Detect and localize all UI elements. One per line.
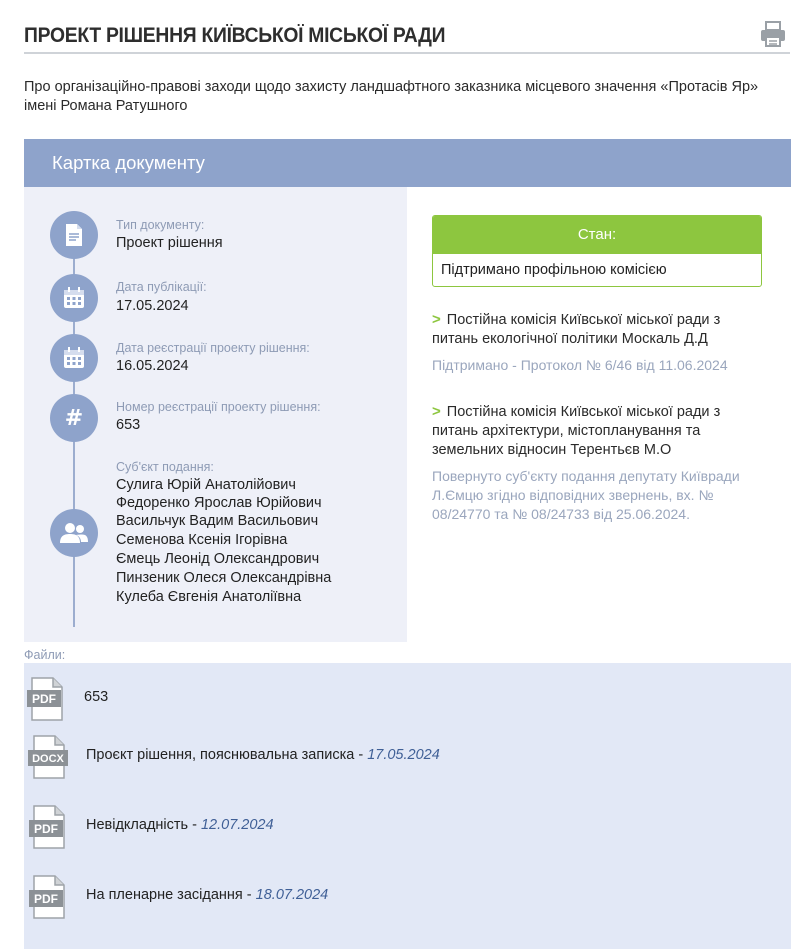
submitter-name: Сулига Юрій Анатолійович [116, 477, 296, 493]
files-list [24, 663, 791, 949]
meta-label: Дата публікації: [116, 280, 207, 294]
page-title: ПРОЕКТ РІШЕННЯ КИЇВСЬКОЇ МІСЬКОЇ РАДИ [24, 24, 446, 47]
submitter-name: Кулеба Євгенія Анатоліївна [116, 589, 302, 605]
file-name: Проєкт рішення, пояснювальна записка [86, 747, 355, 763]
status-box [432, 215, 762, 287]
file-date: 12.07.2024 [200, 817, 274, 833]
calendar-icon [50, 334, 98, 382]
status-label: Стан: [433, 216, 761, 254]
file-type: DOCX [32, 753, 64, 765]
submitter-name: Федоренко Ярослав Юрійович [116, 495, 322, 511]
submitter-name: Семенова Ксенія Ігорівна [116, 532, 288, 548]
commission-name: Постійна комісія Київської міської ради з питань екологічної політики Москаль Д.Д [432, 312, 721, 347]
calendar-icon [50, 274, 98, 322]
file-type: PDF [34, 892, 58, 906]
file-item[interactable] [24, 675, 791, 725]
files-label: Файли: [24, 648, 66, 662]
file-date: 17.05.2024 [367, 747, 440, 763]
users-icon [50, 509, 98, 557]
file-name: Невідкладність [86, 817, 189, 833]
commission-note: Повернуто суб'єкту подання депутату Київради Л.Ємцю згідно відповідних звернень, вх. № 08/24770 та № 08/24733 від 25.06.2024. [432, 468, 740, 522]
chevron-right-icon: > [432, 311, 441, 328]
document-subject: Про організаційно-правові заходи щодо захисту ландшафтного заказника місцевого значення «Протасів Яр» імені Романа Ратушного [24, 79, 759, 114]
status-value: Підтримано профільною комісією [441, 262, 667, 278]
file-type: PDF [34, 822, 58, 836]
chevron-right-icon: > [432, 403, 441, 420]
document-icon [50, 211, 98, 259]
meta-value: 17.05.2024 [116, 298, 189, 314]
meta-value: Проект рішення [116, 235, 223, 251]
card-title: Картка документу [24, 139, 791, 187]
submitter-name: Пинзеник Олеся Олександрівна [116, 570, 332, 586]
commission-name: Постійна комісія Київської міської ради з питань архітектури, містопланування та земельних відносин Терентьєв М.О [432, 404, 721, 458]
document-card [24, 139, 791, 642]
file-link[interactable] [84, 689, 108, 705]
hash-icon: # [50, 394, 98, 442]
file-link[interactable]: Проєкт рішення, пояснювальна записка - 17.05.2024 [86, 747, 440, 763]
printer-icon [760, 20, 786, 48]
status-panel [407, 187, 791, 642]
commission-item [432, 402, 752, 524]
submitter-name: Васильчук Вадим Васильович [116, 513, 319, 529]
file-item[interactable] [24, 803, 791, 853]
pdf-file-icon [28, 875, 68, 919]
file-link[interactable]: На пленарне засідання - 18.07.2024 [86, 887, 329, 903]
document-meta [24, 187, 407, 642]
meta-label: Номер реєстрації проекту рішення: [116, 400, 321, 414]
meta-value: 16.05.2024 [116, 358, 189, 374]
print-button[interactable] [760, 20, 786, 48]
file-name: На пленарне засідання [86, 887, 243, 903]
meta-label: Суб'єкт подання: [116, 460, 214, 474]
meta-value: 653 [116, 417, 141, 433]
file-date: 18.07.2024 [255, 887, 329, 903]
commission-item [432, 310, 752, 375]
meta-label: Дата реєстрації проекту рішення: [116, 341, 310, 355]
file-type: PDF [32, 692, 56, 706]
file-name: 653 [84, 689, 109, 705]
commission-note: Підтримано - Протокол № 6/46 від 11.06.2024 [432, 357, 728, 373]
meta-label: Тип документу: [116, 218, 205, 232]
file-item[interactable] [24, 873, 791, 923]
page-header [24, 18, 790, 54]
pdf-file-icon [28, 805, 68, 849]
pdf-file-icon [26, 677, 66, 721]
file-link[interactable]: Невідкладність - 12.07.2024 [86, 817, 274, 833]
file-item[interactable] [24, 733, 791, 783]
submitter-name: Ємець Леонід Олександрович [116, 551, 320, 567]
docx-file-icon [28, 735, 68, 779]
